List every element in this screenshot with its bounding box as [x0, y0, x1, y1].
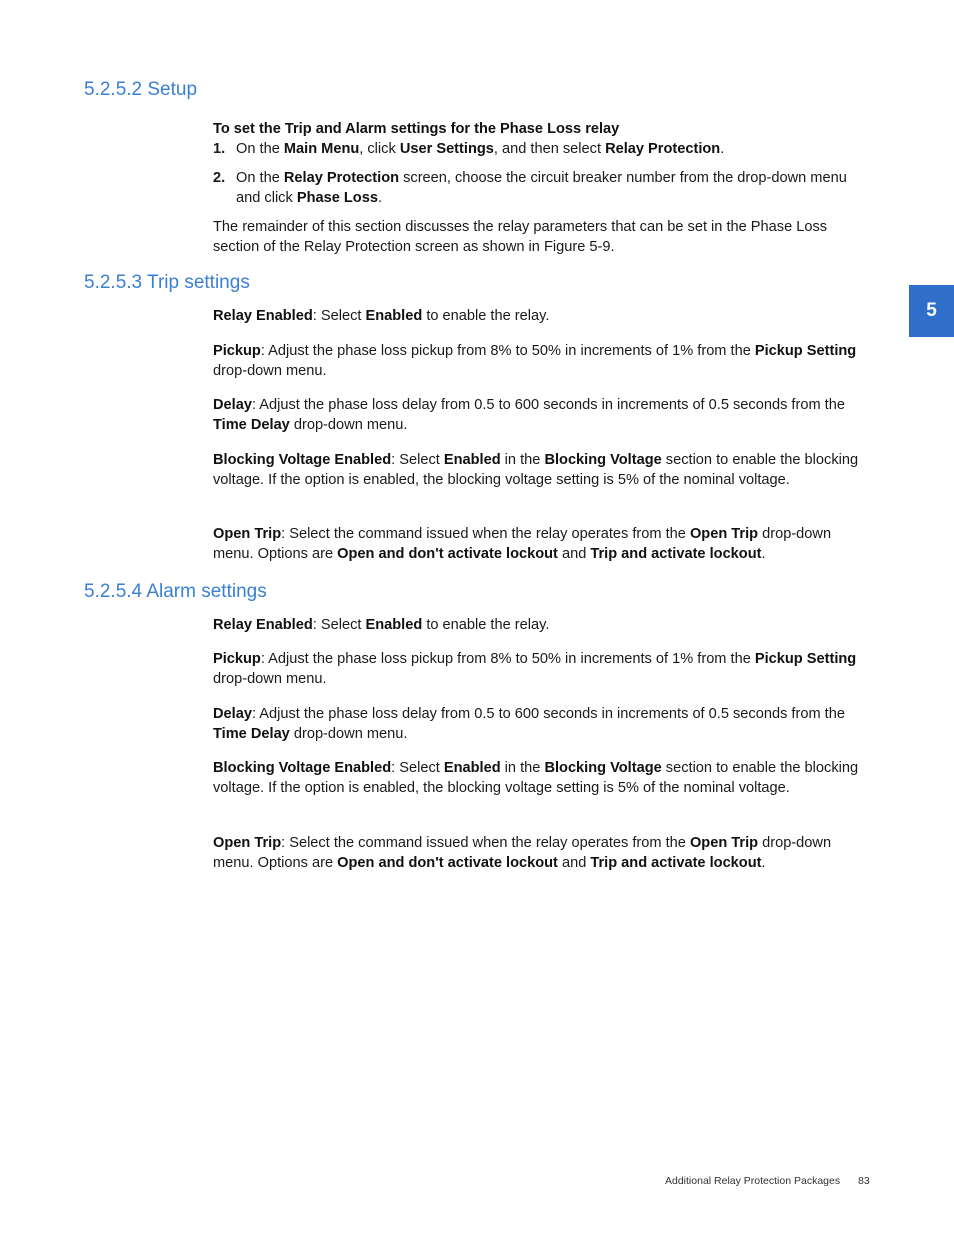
- alarm-open-trip: Open Trip: Select the command issued when the relay operates from the Open Trip drop-down menu. Options are Open and don't activate lockout and Trip and activate lockout.: [213, 835, 832, 872]
- trip-blocking-voltage: Blocking Voltage Enabled: Select Enabled in the Blocking Voltage section to enable the blocking voltage. If the option is enabled, the blocking voltage setting is 5% of the nominal voltage.: [213, 452, 859, 489]
- alarm-pickup: Pickup: Adjust the phase loss pickup from 8% to 50% in increments of 1% from the Pickup Setting drop-down menu.: [213, 651, 857, 688]
- trip-open-trip: Open Trip: Select the command issued when the relay operates from the Open Trip drop-down menu. Options are Open and don't activate lockout and Trip and activate lockout.: [213, 526, 832, 563]
- setup-intro: To set the Trip and Alarm settings for the Phase Loss relay: [213, 121, 620, 137]
- heading-alarm-settings: 5.2.5.4 Alarm settings: [84, 581, 267, 602]
- chapter-tab: 5: [909, 285, 954, 337]
- setup-step-2: 2. On the Relay Protection screen, choose the circuit breaker number from the drop-down menu and click Phase Loss.: [213, 169, 847, 207]
- setup-step-1: 1. On the Main Menu, click User Settings, and then select Relay Protection.: [213, 141, 725, 158]
- alarm-blocking-voltage: Blocking Voltage Enabled: Select Enabled in the Blocking Voltage section to enable the blocking voltage. If the option is enabled, the blocking voltage setting is 5% of the nominal voltage.: [213, 760, 859, 797]
- alarm-delay: Delay: Adjust the phase loss delay from 0.5 to 600 seconds in increments of 0.5 seconds from the Time Delay drop-down menu.: [213, 706, 845, 743]
- page-number: 83: [858, 1175, 870, 1187]
- setup-remainder: The remainder of this section discusses the relay parameters that can be set in the Phase Loss section of the Relay Protection screen as shown in Figure 5-9.: [213, 218, 828, 256]
- heading-setup: 5.2.5.2 Setup: [84, 79, 198, 100]
- trip-relay-enabled: Relay Enabled: Select Enabled to enable the relay.: [213, 308, 550, 324]
- trip-delay: Delay: Adjust the phase loss delay from 0.5 to 600 seconds in increments of 0.5 seconds from the Time Delay drop-down menu.: [213, 397, 845, 434]
- setup-block: [213, 119, 873, 257]
- heading-trip-settings: 5.2.5.3 Trip settings: [84, 272, 250, 293]
- alarm-relay-enabled: Relay Enabled: Select Enabled to enable the relay.: [213, 617, 550, 633]
- footer-title: Additional Relay Protection Packages: [665, 1175, 841, 1187]
- trip-pickup: Pickup: Adjust the phase loss pickup from 8% to 50% in increments of 1% from the Pickup Setting drop-down menu.: [213, 343, 857, 380]
